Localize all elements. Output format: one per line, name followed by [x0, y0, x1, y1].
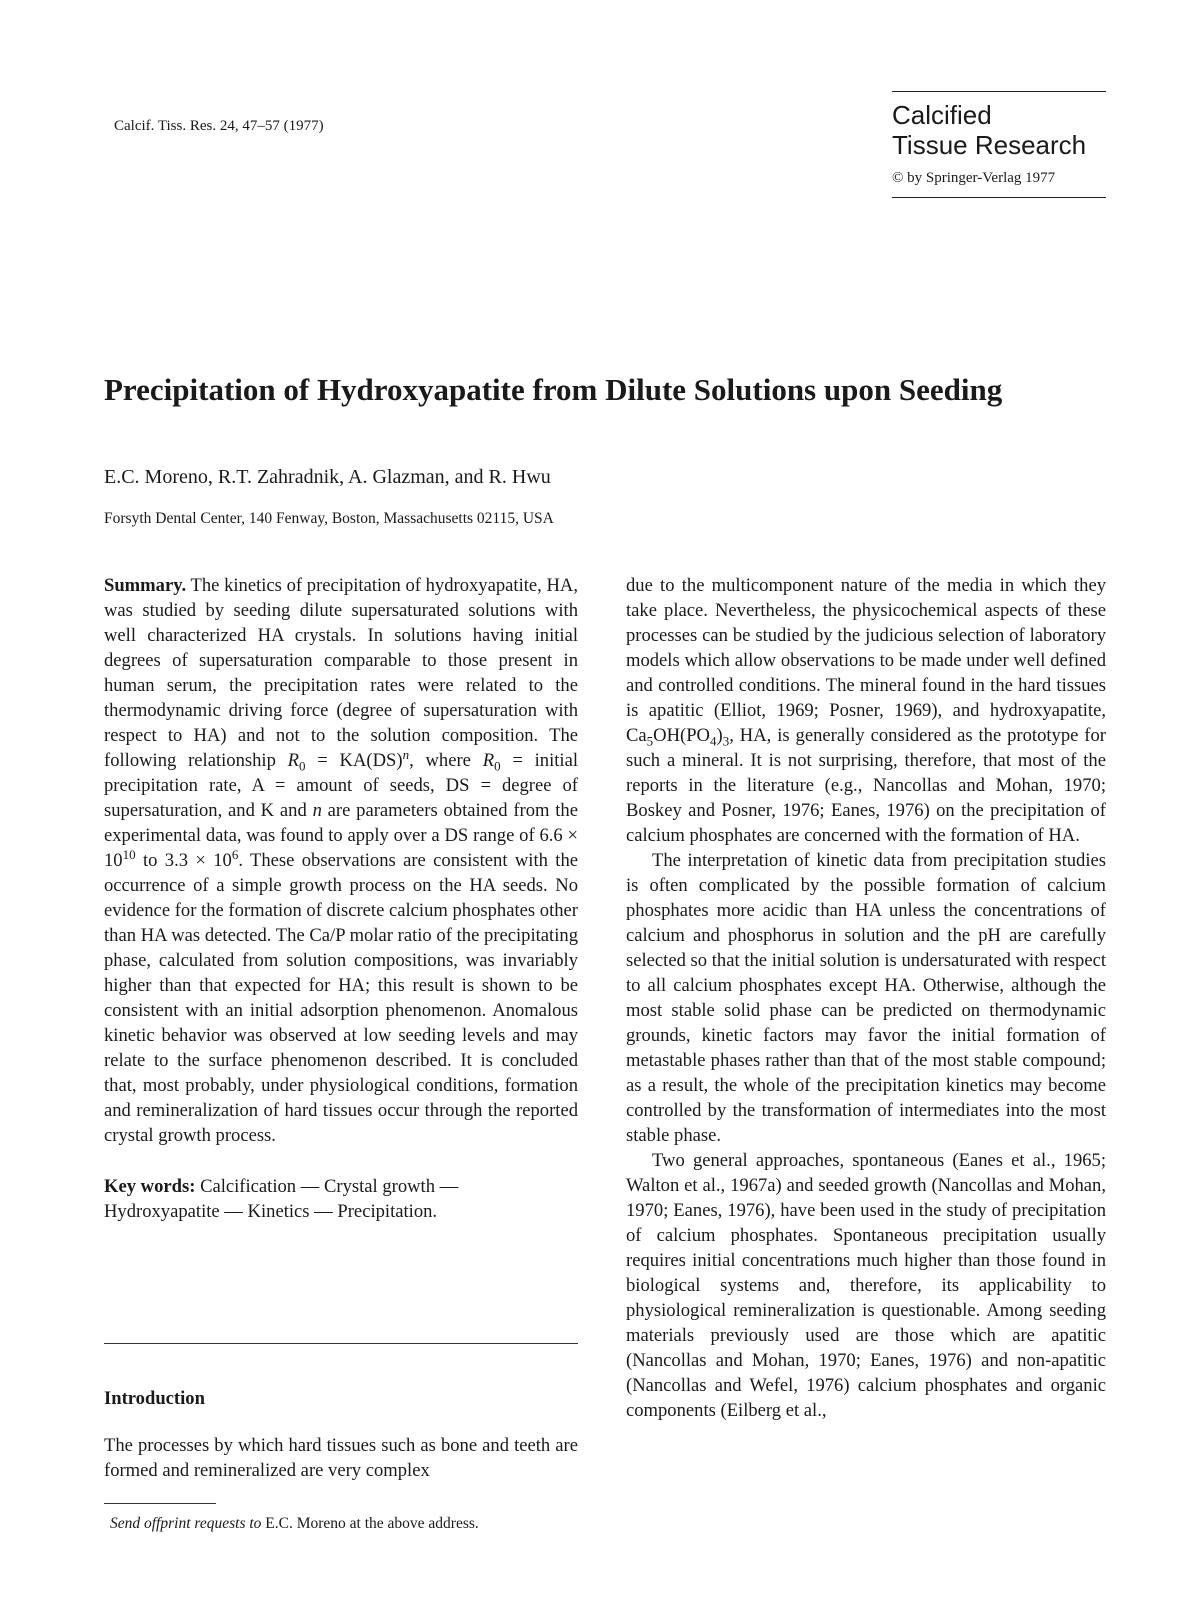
summary-paragraph: Summary. The kinetics of precipitation of hydroxyapatite, HA, was studied by seeding dilute supersaturated solutions with well characterized HA crystals. In solutions having initial degrees of supersaturation comparable to those present in human serum, the precipitation rates were related to the thermodynamic driving force (degree of supersaturation with respect to HA) and not to the solution composition. The following relationship $R_0 = KA(DS)^n$, where $R_0$ = initial precipitation rate, A = amount of seeds, DS = degree of supersaturation, and K and n are parameters obtained from the experimental data, was found to apply over a DS range of $6.6 \times 10^{10}$ to $3.3 \times 10^6$. These observations are consistent with the occurrence of a simple growth process on the HA seeds. No evidence for the formation of discrete calcium phosphates other than HA was detected. The Ca/P molar ratio of the precipitating phase, calculated from solution compositions, was invariably higher than that expected for HA; this result is shown to be consistent with an initial adsorption phenomenon. Anomalous kinetic behavior was observed at low seeding levels and may relate to the surface phenomenon described. It is concluded that, most probably, under physiological conditions, formation and remineralization of hard tissues occur through the reported crystal growth process. [104, 575, 579, 1146]
right-paragraph-3: Two general approaches, spontaneous (Eanes et al., 1965; Walton et al., 1967a) and seeded growth (Nancollas and Mohan, 1970; Eanes, 1976), have been used in the study of precipitation of calcium phosphates. Spontaneous precipitation usually requires initial concentrations much higher than those found in biological systems and, therefore, its applicability to physiological remineralization is questionable. Among seeding materials previously used are those which are apatitic (Nancollas and Mohan, 1970; Eanes, 1976) and non-apatitic (Nancollas and Wefel, 1976) calcium phosphates and organic components (Eilberg et al., [626, 1150, 1106, 1421]
copyright-notice: © by Springer-Verlag 1977 [892, 170, 1056, 186]
keywords-paragraph: Key words: Calcification — Crystal growth — Hydroxyapatite — Kinetics — Precipitation. [104, 1176, 459, 1222]
journal-masthead [892, 91, 1106, 198]
introduction-heading: Introduction [104, 1388, 205, 1409]
introduction-text: The processes by which hard tissues such as bone and teeth are formed and remineralized are very complex [104, 1435, 578, 1481]
left-column [104, 573, 578, 1224]
affiliation: Forsyth Dental Center, 140 Fenway, Boston, Massachusetts 02115, USA [104, 510, 554, 527]
right-paragraph-1: due to the multicomponent nature of the media in which they take place. Nevertheless, the physicochemical aspects of these processes can be studied by the judicious selection of laboratory models which allow observations to be made under well defined and controlled conditions. The mineral found in the hard tissues is apatitic (Elliot, 1969; Posner, 1969), and hydroxyapatite, $Ca_5OH(PO_4)_3$, HA, is generally considered as the prototype for such a mineral. It is not surprising, therefore, that most of the reports in the literature (e.g., Nancollas and Mohan, 1970; Boskey and Posner, 1976; Eanes, 1976) on the precipitation of calcium phosphates are concerned with the formation of HA. [626, 575, 1106, 846]
right-column [626, 573, 1106, 1423]
summary-label: Summary. [104, 575, 187, 596]
journal-citation: Calcif. Tiss. Res. 24, 47–57 (1977) [114, 118, 324, 134]
masthead-bottom-rule [892, 197, 1106, 198]
journal-name [892, 100, 1106, 160]
masthead-top-rule [892, 91, 1106, 92]
journal-name-line2: Tissue Research [892, 130, 1087, 160]
right-paragraph-2: The interpretation of kinetic data from precipitation studies is often complicated by the possible formation of calcium phosphates more acidic than HA unless the concentrations of calcium and phosphorus in solution and the pH are carefully selected so that the initial solution is undersaturated with respect to all calcium phosphates except HA. Otherwise, although the most stable solid phase can be predicted on thermodynamic grounds, kinetic factors may favor the initial formation of metastable phases rather than that of the most stable compound; as a result, the whole of the precipitation kinetics may become controlled by the transformation of intermediates into the most stable phase. [626, 850, 1106, 1146]
section-divider [104, 1343, 578, 1344]
journal-name-line1: Calcified [892, 100, 992, 130]
footnote-rule [104, 1503, 216, 1504]
author-list: E.C. Moreno, R.T. Zahradnik, A. Glazman, and R. Hwu [104, 466, 551, 488]
footnote: Send offprint requests to E.C. Moreno at the above address. [110, 1515, 479, 1532]
keywords-label: Key words: [104, 1176, 196, 1197]
paper-title: Precipitation of Hydroxyapatite from Dilute Solutions upon Seeding [104, 372, 1003, 407]
